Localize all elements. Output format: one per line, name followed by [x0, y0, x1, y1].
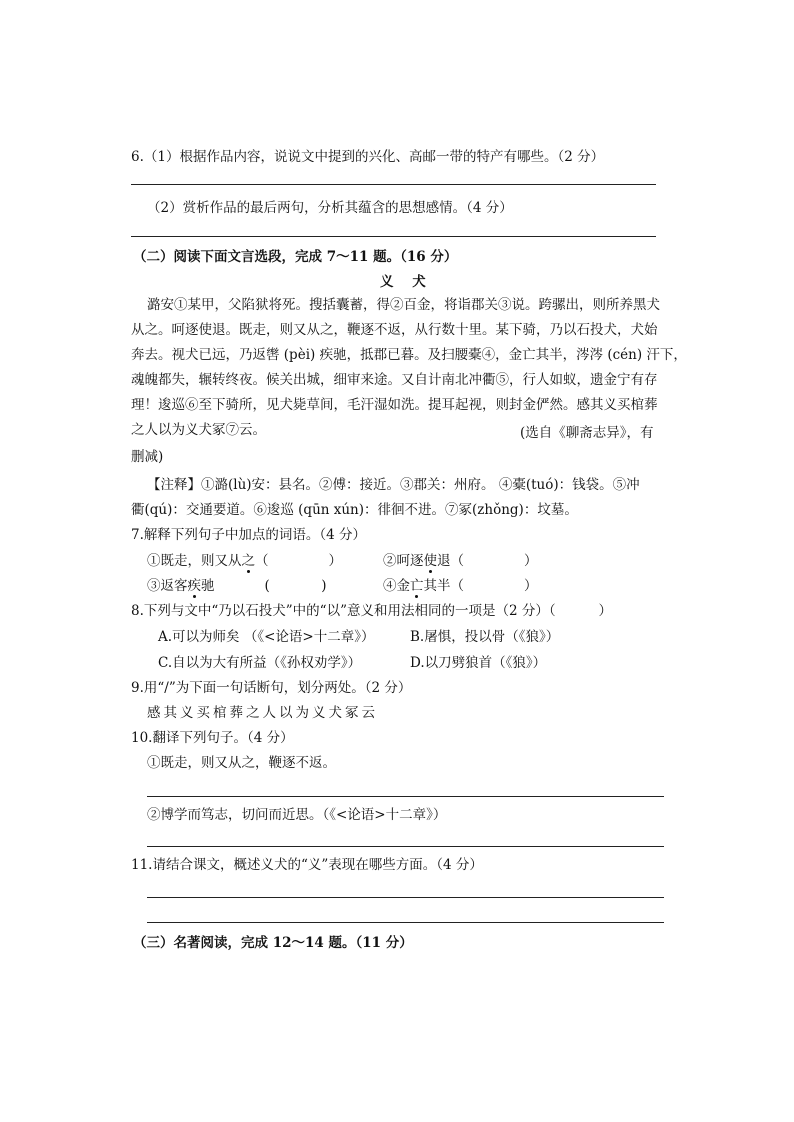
passage-source-cont: 删减) — [131, 449, 164, 465]
q7-item-text: ③返客 — [147, 578, 188, 594]
q8-option-a: A.可以为师矣 （《<论语>十二章》） — [158, 629, 375, 645]
section2-heading: （二）阅读下面文言选段，完成 7～11 题。（16 分） — [133, 249, 458, 265]
passage-line: 从之。呵逐使退。既走，则又从之，鞭逐不返，从行数十里。某下骑，乃以石投犬，犬始 — [131, 322, 658, 338]
q7-prompt: 7.解释下列句子中加点的词语。（4 分） — [131, 527, 367, 543]
q7-item-text: 驰 — [201, 578, 215, 594]
answer-line — [131, 236, 656, 237]
q8-prompt: 8.下列与文中“乃以石投犬”中的“以”意义和用法相同的一项是（2 分）（ ） — [131, 603, 613, 619]
q7-item-text: 其半（ — [423, 578, 464, 594]
q7-item-1 — [147, 552, 342, 570]
q8-option-b: B.屠惧，投以骨（《狼》） — [410, 629, 560, 645]
q7-item-2 — [383, 552, 538, 570]
q7-item-text: ④金 — [383, 578, 410, 594]
q7-item-text: ②呵逐 — [383, 553, 424, 569]
q7-item-close: ） — [524, 578, 538, 594]
passage-line: 潞安①某甲，父陷狱将死。搜括囊蓄，得②百金，将诣郡关③说。跨骡出，则所养黑犬 — [147, 297, 660, 313]
passage-line: 奔去。视犬已远，乃返辔 (pèi) 疾驰，抵郡已暮。及扫腰橐④，金亡其半，涔涔 (cén) 汗下， — [131, 347, 687, 363]
q11-prompt: 11.请结合课文，概述义犬的“义”表现在哪些方面。（4 分） — [131, 857, 483, 873]
q8-option-c: C.自以为大有所益（《孙权劝学》） — [158, 655, 362, 671]
answer-line — [131, 184, 656, 185]
dotted-word: 疾 — [187, 578, 201, 594]
q7-item-close: ） — [524, 553, 538, 569]
passage-line: 理！逡巡⑥至下骑所，见犬毙草间，毛汗湿如洗。提耳起视，则封金俨然。感其义买棺葬 — [131, 397, 658, 413]
q7-item-text: 退（ — [437, 553, 464, 569]
answer-line — [147, 922, 664, 923]
passage-line: 之人以为义犬冢⑦云。 — [131, 422, 266, 438]
q8-option-d: D.以刀劈狼首（《狼》） — [410, 655, 547, 671]
passage-line: 魂魄都失，辗转终夜。候关出城，细审来途。又自计南北冲衢⑤，行人如蚁，遗金宁有存 — [131, 372, 658, 388]
q7-item-3 — [147, 577, 327, 595]
answer-line — [147, 846, 664, 847]
passage-title: 义 犬 — [380, 274, 426, 290]
dotted-word: 之 — [241, 553, 255, 569]
q9-sentence: 感其义买棺葬之人以为义犬冢云 — [147, 705, 378, 721]
q9-prompt: 9.用“/”为下面一句话断句，划分两处。（2 分） — [131, 680, 412, 696]
q10-sentence-2: ②博学而笃志，切问而近思。（《<论语>十二章》） — [147, 807, 447, 823]
answer-line — [147, 796, 664, 797]
q7-item-close: ( ) — [264, 578, 327, 594]
passage-source: (选自《聊斋志异》，有 — [520, 425, 654, 441]
q7-item-text: （ — [255, 553, 269, 569]
q7-item-close: ） — [328, 553, 342, 569]
notes-line: 衢(qú)：交通要道。⑥逡巡 (qūn xún)：徘徊不进。⑦冢(zhǒng)：坟墓。 — [131, 502, 578, 518]
q7-item-4 — [383, 577, 538, 595]
section3-heading: （三）名著阅读，完成 12～14 题。（11 分） — [133, 935, 413, 951]
dotted-word: 使 — [423, 553, 437, 569]
answer-line — [147, 897, 664, 898]
dotted-word: 亡 — [410, 578, 424, 594]
q6-part2: （2）赏析作品的最后两句，分析其蕴含的思想感情。（4 分） — [147, 200, 513, 216]
q6-part1: 6.（1）根据作品内容，说说文中提到的兴化、高邮一带的特产有哪些。（2 分） — [131, 149, 605, 165]
q7-item-text: ①既走，则又从 — [147, 553, 242, 569]
q10-sentence-1: ①既走，则又从之，鞭逐不返。 — [147, 755, 336, 771]
notes-line: 【注释】①潞(lù)安：县名。②傅：接近。③郡关：州府。 ④橐(tuó)：钱袋。⑤冲 — [147, 477, 640, 493]
q10-prompt: 10.翻译下列句子。（4 分） — [131, 730, 294, 746]
